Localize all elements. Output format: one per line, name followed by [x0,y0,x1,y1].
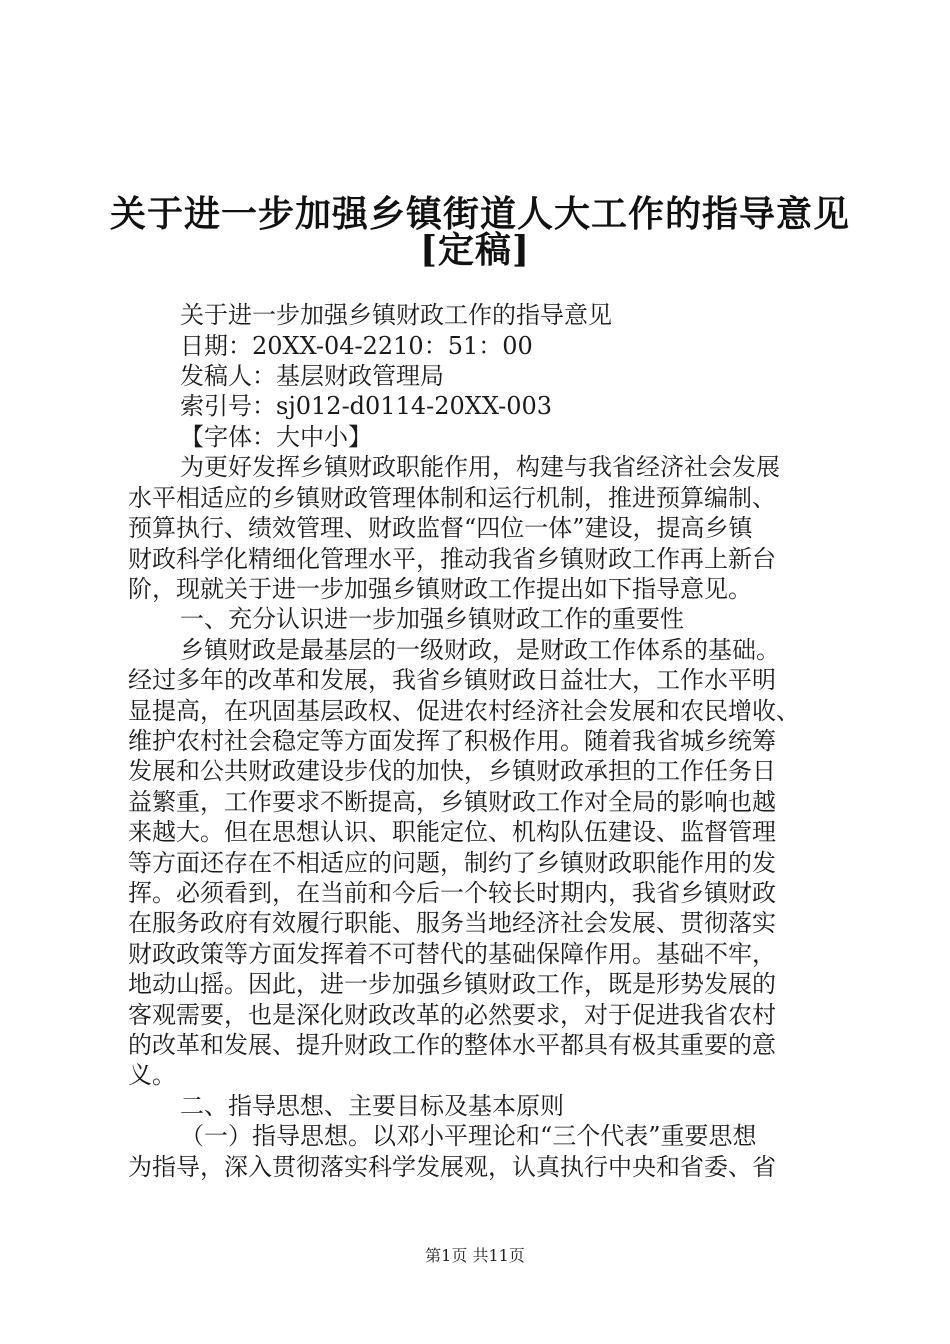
paragraph-line: 为指导，深入贯彻落实科学发展观，认真执行中央和省委、省 [128,1153,776,1181]
paragraph-line: 为更好发挥乡镇财政职能作用，构建与我省经济社会发展 [180,453,780,481]
paragraph-line: 财政政策等方面发挥着不可替代的基础保障作用。基础不牢， [128,940,776,968]
author-line: 发稿人：基层财政管理局 [180,362,444,390]
paragraph-line: 维护农村社会稳定等方面发挥了积极作用。随着我省城乡统筹 [128,727,776,755]
subtitle: 关于进一步加强乡镇财政工作的指导意见 [180,301,612,329]
index-line: 索引号：sj012-d0114-20XX-003 [180,392,552,420]
page-number-footer: 第1页 共11页 [425,1246,525,1265]
paragraph-line: 显提高，在巩固基层政权、促进农村经济社会发展和农民增收、 [128,697,800,725]
paragraph-line: 在服务政府有效履行职能、服务当地经济社会发展、贯彻落实 [128,909,776,937]
paragraph-line: 地动山摇。因此，进一步加强乡镇财政工作，既是形势发展的 [128,970,776,998]
paragraph-line: 益繁重，工作要求不断提高，乡镇财政工作对全局的影响也越 [128,788,776,816]
paragraph-line: 义。 [128,1061,176,1089]
paragraph-line: 经过多年的改革和发展，我省乡镇财政日益壮大，工作水平明 [128,666,776,694]
paragraph-line: 发展和公共财政建设步伐的加快，乡镇财政承担的工作任务日 [128,757,776,785]
paragraph-line: 水平相适应的乡镇财政管理体制和运行机制，推进预算编制、 [128,484,776,512]
paragraph-line: 预算执行、绩效管理、财政监督“四位一体”建设，提高乡镇 [128,514,753,542]
paragraph-line: 乡镇财政是最基层的一级财政，是财政工作体系的基础。 [180,636,780,664]
paragraph-line: 阶，现就关于进一步加强乡镇财政工作提出如下指导意见。 [128,575,752,603]
paragraph-line: 等方面还存在不相适应的问题，制约了乡镇财政职能作用的发 [128,849,776,877]
font-size-line: 【字体：大中小】 [180,423,372,451]
date-line: 日期：20XX-04-2210：51：00 [180,332,533,360]
paragraph-line: （一）指导思想。以邓小平理论和“三个代表”重要思想 [180,1122,757,1150]
paragraph-line: 客观需要，也是深化财政改革的必然要求，对于促进我省农村 [128,1001,776,1029]
paragraph-line: 来越大。但在思想认识、职能定位、机构队伍建设、监督管理 [128,818,776,846]
paragraph-line: 的改革和发展、提升财政工作的整体水平都具有极其重要的意 [128,1031,776,1059]
document-title-line-2: [定稿] [419,229,531,271]
document-title-line-1: 关于进一步加强乡镇街道人大工作的指导意见 [110,193,851,235]
paragraph-line: 挥。必须看到，在当前和今后一个较长时期内，我省乡镇财政 [128,879,776,907]
section-heading: 二、指导思想、主要目标及基本原则 [180,1092,564,1120]
paragraph-line: 财政科学化精细化管理水平，推动我省乡镇财政工作再上新台 [128,545,776,573]
section-heading: 一、充分认识进一步加强乡镇财政工作的重要性 [180,605,684,633]
